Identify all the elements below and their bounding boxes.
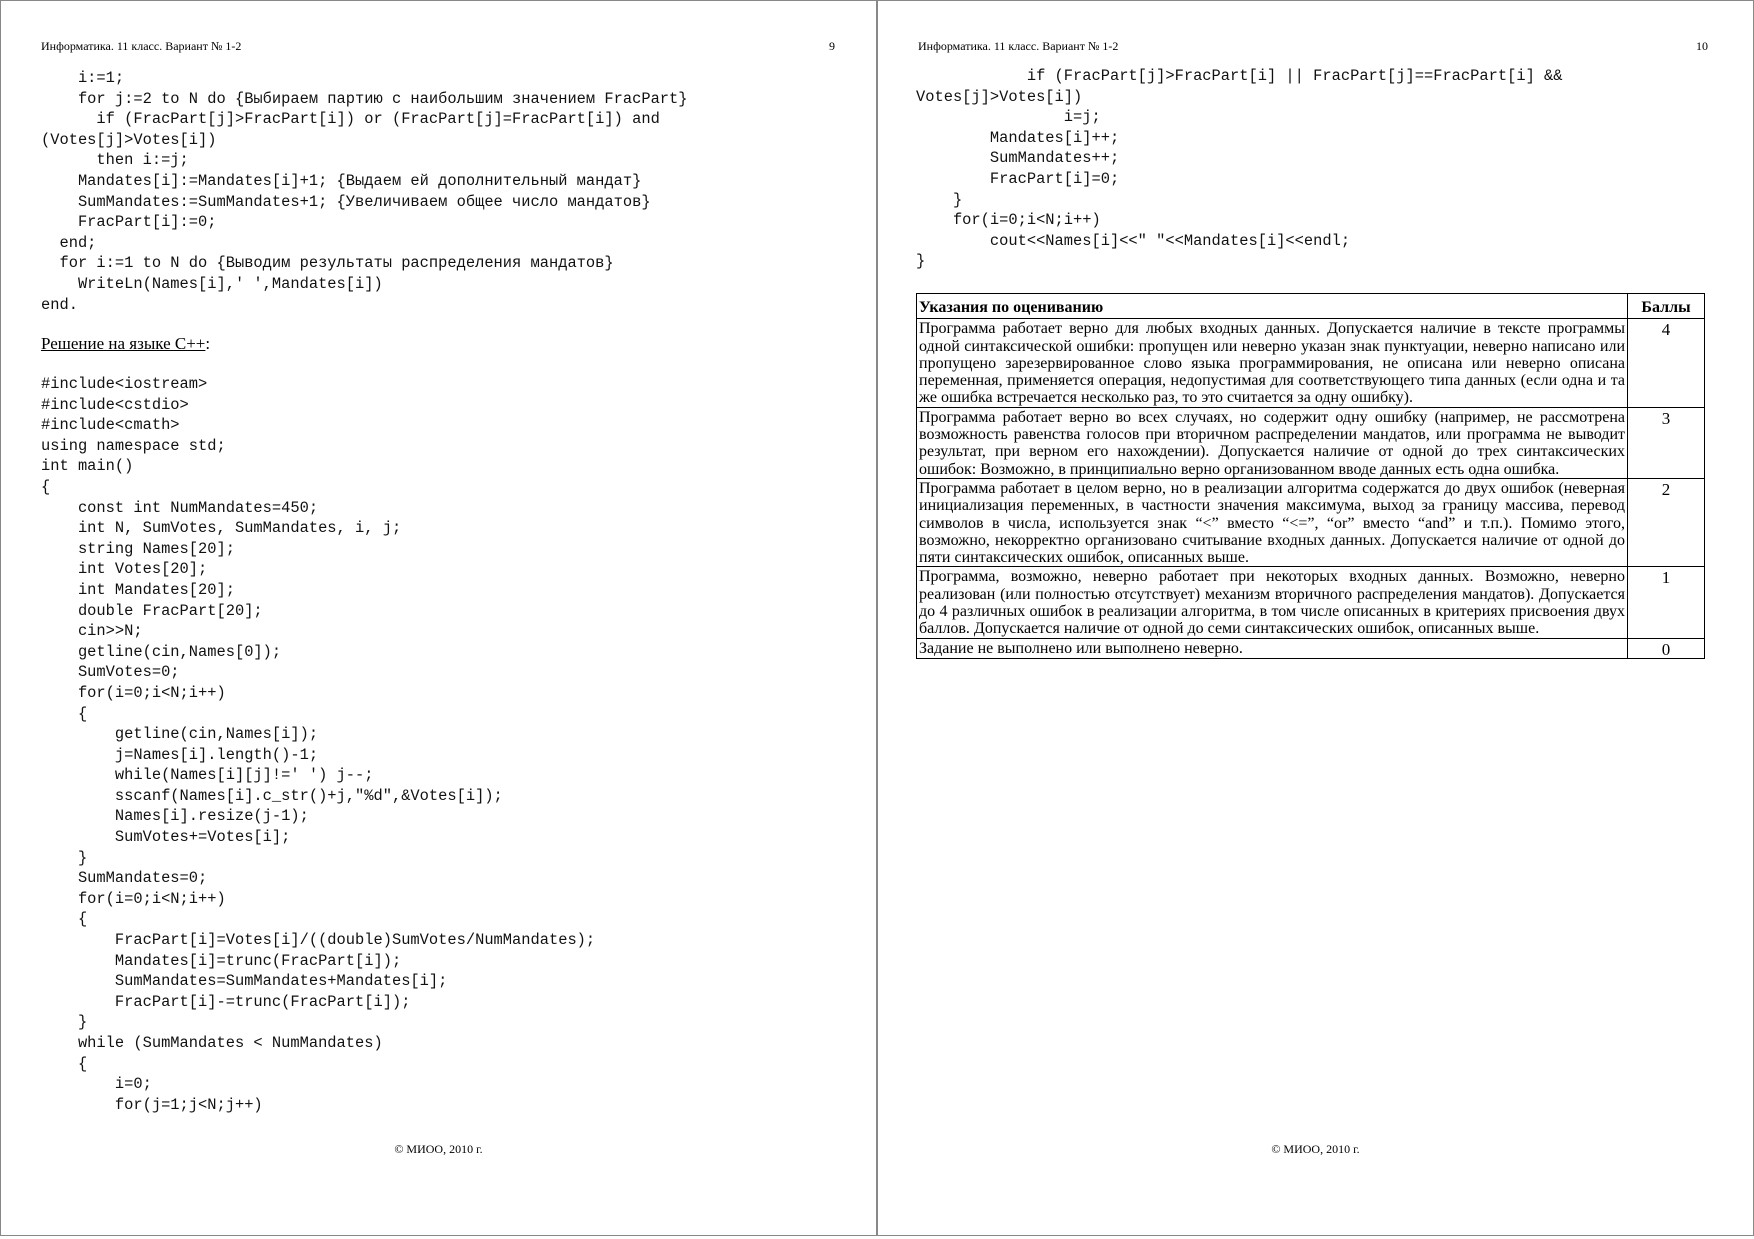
criteria-text: Программа работает верно для любых входных данных. Допускается наличие в тексте программы одной синтаксической ошибки: пропущен или неверно указан знак пунктуации, неверно написано или пропущено зарезервированное слово языка программирования, не описана или неверно описана переменная, применяется операция, недопустимая для соответствующего типа данных (если одна и та же ошибка встречается несколько раз, то это считается за одну ошибку). xyxy=(917,319,1628,407)
page-number: 10 xyxy=(1696,39,1708,53)
criteria-score: 0 xyxy=(1628,638,1705,658)
criteria-text: Программа, возможно, неверно работает при некоторых входных данных. Возможно, неверно реализован (или полностью отсутствует) механизм вторичного распределения мандатов). Допускается до 4 различных ошибок в реализации алгоритма, в том числе описанных в критериях присвоения двух баллов. Допускается наличие от одной до семи синтаксических ошибок, описанных выше. xyxy=(917,567,1628,638)
criteria-text: Программа работает в целом верно, но в реализации алгоритма содержатся до двух ошибок (неверная инициализация переменных, в частности значения максимума, выход за границу массива, перевод символов в числа, используется знак “<” вместо “<=”, “or” вместо “and” и т.п.). Помимо этого, возможно, некорректно организовано считывание входных данных. Допускается наличие от одной до пяти синтаксических ошибок, описанных выше. xyxy=(917,478,1628,566)
cpp-code-continued-block: if (FracPart[j]>FracPart[i] || FracPart[j]==FracPart[i] && Votes[j]>Votes[i]) i=j; Mandates[i]++; SumMandates++; FracPart[i]=0; } for(i=0;i<N;i++) cout<<Names[i]<<" "<<Mandates[i]<<endl; } xyxy=(916,67,1563,271)
grading-table xyxy=(916,293,1705,659)
table-row xyxy=(917,567,1705,638)
table-row xyxy=(917,478,1705,566)
grading-criteria-header: Указания по оцениванию xyxy=(917,294,1628,319)
criteria-score: 1 xyxy=(1628,567,1705,638)
criteria-score: 2 xyxy=(1628,478,1705,566)
pascal-code-block: i:=1; for j:=2 to N do {Выбираем партию с наибольшим значением FracPart} if (FracPart[j]>FracPart[i]) or (FracPart[j]=FracPart[i]) and (Votes[j]>Votes[i]) then i:=j; Mandates[i]:=Mandates[i]+1; {Выдаем ей дополнительный мандат} SumMandates:=SumMandates+1; {Увеличиваем общее число мандатов} FracPart[i]:=0; end; for i:=1 to N do {Выводим результаты распределения мандатов} WriteLn(Names[i],' ',Mandates[i]) end. xyxy=(41,69,688,314)
cpp-code-block: #include<iostream> #include<cstdio> #include<cmath> using namespace std; int main() { const int NumMandates=450; int N, SumVotes, SumMandates, i, j; string Names[20]; int Votes[20]; int Mandates[20]; double FracPart[20]; cin>>N; getline(cin,Names[0]); SumVotes=0; for(i=0;i<N;i++) { getline(cin,Names[i]); j=Names[i].length()-1; while(Names[i][j]!=' ') j--; sscanf(Names[i].c_str()+j,"%d",&Votes[i]); Names[i].resize(j-1); SumVotes+=Votes[i]; } SumMandates=0; for(i=0;i<N;i++) { FracPart[i]=Votes[i]/((double)SumVotes/NumMandates); Mandates[i]=trunc(FracPart[i]); SumMandates=SumMandates+Mandates[i]; FracPart[i]-=trunc(FracPart[i]); } while (SumMandates < NumMandates) { i=0; for(j=1;j<N;j++) xyxy=(41,375,596,1114)
solution-heading-colon: : xyxy=(205,334,211,353)
criteria-score: 3 xyxy=(1628,407,1705,478)
page-footer: © МИОО, 2010 г. xyxy=(394,1142,483,1156)
grading-score-header: Баллы xyxy=(1628,294,1705,319)
page-right xyxy=(877,0,1754,1236)
solution-heading xyxy=(41,334,210,354)
criteria-text: Программа работает верно во всех случаях, но содержит одну ошибку (например, не рассмотрена возможность равенства голосов при вторичном распределении мандатов, или программа не выводит результат, при верном его нахождении). Допускается наличие от одной до трех синтаксических ошибок: Возможно, в принципиально верно организованном вводе данных есть одна ошибка. xyxy=(917,407,1628,478)
criteria-score: 4 xyxy=(1628,319,1705,407)
page-number: 9 xyxy=(829,39,835,53)
header-title: Информатика. 11 класс. Вариант № 1-2 xyxy=(41,39,242,53)
solution-heading-text: Решение на языке C++ xyxy=(41,334,206,353)
header-title: Информатика. 11 класс. Вариант № 1-2 xyxy=(918,39,1119,53)
criteria-text: Задание не выполнено или выполнено неверно. xyxy=(917,638,1628,658)
page-left xyxy=(0,0,877,1236)
table-row xyxy=(917,638,1705,658)
table-row xyxy=(917,319,1705,407)
page-footer: © МИОО, 2010 г. xyxy=(1271,1142,1360,1156)
grading-table-header-row xyxy=(917,294,1705,319)
table-row xyxy=(917,407,1705,478)
